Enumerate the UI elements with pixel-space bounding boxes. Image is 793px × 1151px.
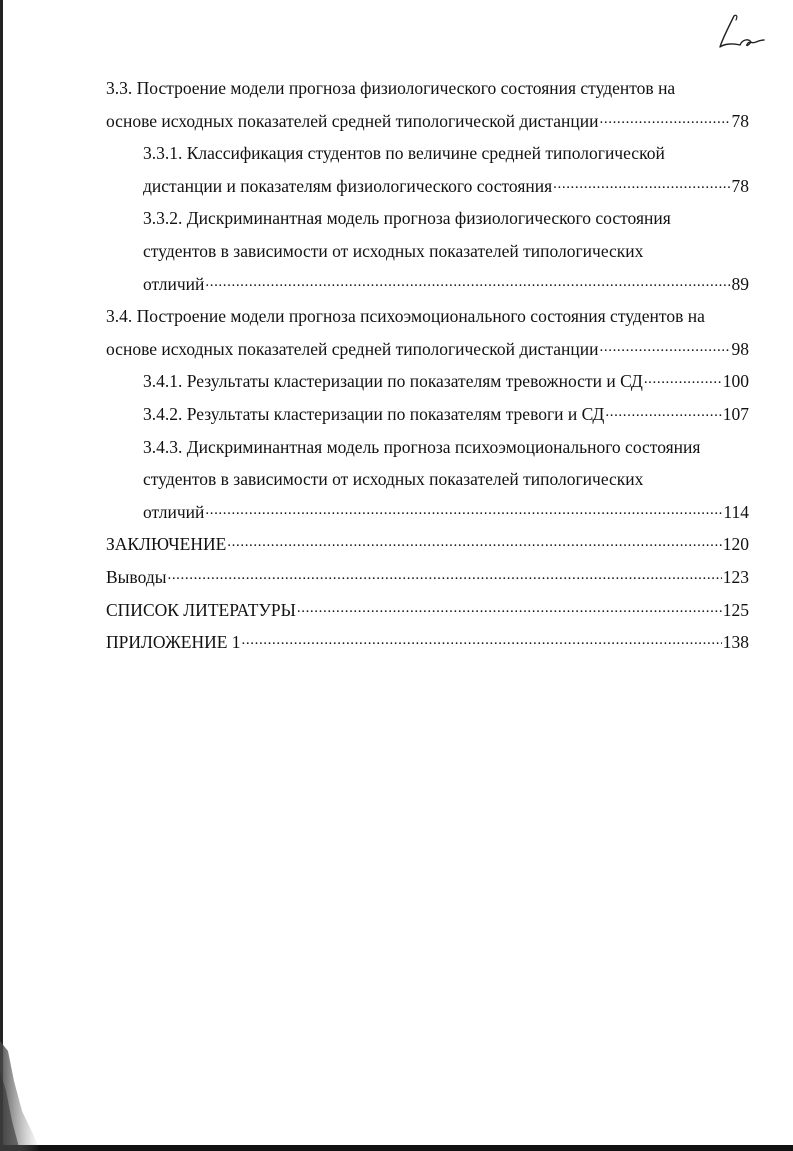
toc-entry-text: 3.4. Построение модели прогноза психоэмоционального состояния студентов на (106, 306, 705, 327)
toc-page-number: 89 (731, 273, 749, 294)
toc-entry-3-3-1-line-1 (106, 137, 749, 170)
toc-entry-text: 3.3.1. Классификация студентов по величине средней типологической (143, 143, 665, 164)
scan-edge-left (0, 0, 3, 1151)
toc-entry-3-3-2-line-3 (106, 268, 749, 301)
toc-page-number: 123 (722, 566, 749, 587)
toc-entry-text: 3.4.2. Результаты кластеризации по показателям тревоги и СД (143, 403, 605, 424)
dot-leader (205, 272, 730, 290)
toc-entry-text: студентов в зависимости от исходных показателей типологических (143, 469, 644, 490)
toc-entry-3-4-3-line-1 (106, 431, 749, 464)
toc-entry-3-3-2-line-2 (106, 235, 749, 268)
toc-entry-text: студентов в зависимости от исходных показателей типологических (143, 240, 644, 261)
toc-entry-text: Выводы (106, 566, 167, 587)
toc-entry-text: 3.3. Построение модели прогноза физиологического состояния студентов на (106, 78, 676, 98)
toc-entry-text: дистанции и показателям физиологического состояния (143, 175, 553, 196)
toc-entry-text: отличий (143, 273, 205, 294)
toc-entry-3-3-line-2 (106, 105, 749, 138)
toc-entry-text: 3.4.1. Результаты кластеризации по показателям тревожности и СД (143, 371, 643, 392)
toc-entry-text: основе исходных показателей средней типологической дистанции (106, 338, 599, 359)
toc-entry-conclusion (106, 528, 749, 561)
toc-entry-3-4-3-line-2 (106, 463, 749, 496)
scan-shadow-corner (0, 1031, 60, 1151)
toc-page-number: 125 (722, 599, 749, 620)
toc-entry-3-4-line-2 (106, 333, 749, 366)
toc-entry-3-4-2 (106, 398, 749, 431)
toc-entry-3-3-1-line-2 (106, 170, 749, 203)
table-of-contents (106, 72, 749, 659)
toc-page-number: 100 (722, 371, 749, 392)
toc-page-number: 114 (723, 501, 749, 522)
dot-leader (644, 370, 722, 388)
toc-entry-3-3-2-line-1 (106, 202, 749, 235)
toc-entry-text: СПИСОК ЛИТЕРАТУРЫ (106, 599, 296, 620)
dot-leader (242, 631, 722, 649)
toc-entry-text: 3.4.3. Дискриминантная модель прогноза психоэмоционального состояния (143, 436, 701, 457)
toc-entry-3-4-3-line-3 (106, 496, 749, 529)
toc-entry-text: ПРИЛОЖЕНИЕ 1 (106, 632, 241, 653)
dot-leader (205, 500, 722, 518)
toc-entry-3-4-line-1 (106, 300, 749, 333)
toc-entry-references (106, 594, 749, 627)
dot-leader (553, 174, 730, 192)
toc-entry-3-4-1 (106, 365, 749, 398)
toc-page-number: 107 (722, 403, 749, 424)
toc-entry-appendix-1 (106, 626, 749, 659)
dot-leader (227, 533, 721, 551)
toc-entry-text: ЗАКЛЮЧЕНИЕ (106, 534, 227, 555)
toc-entry-findings (106, 561, 749, 594)
toc-page-number: 78 (731, 110, 749, 131)
dot-leader (167, 565, 721, 583)
toc-page-number: 120 (722, 534, 749, 555)
dot-leader (600, 109, 731, 127)
toc-entry-text: отличий (143, 501, 205, 522)
dot-leader (600, 337, 731, 355)
toc-entry-text: основе исходных показателей средней типологической дистанции (106, 110, 599, 131)
toc-entry-text: 3.3.2. Дискриминантная модель прогноза физиологического состояния (143, 208, 671, 229)
toc-entry-3-3-line-1 (106, 72, 749, 105)
toc-page-number: 78 (731, 175, 749, 196)
dot-leader (605, 402, 721, 420)
scan-edge-bottom (0, 1145, 793, 1151)
dot-leader (297, 598, 722, 616)
toc-page-number: 98 (731, 338, 749, 359)
handwritten-signature (712, 10, 772, 55)
toc-page-number: 138 (722, 632, 749, 653)
